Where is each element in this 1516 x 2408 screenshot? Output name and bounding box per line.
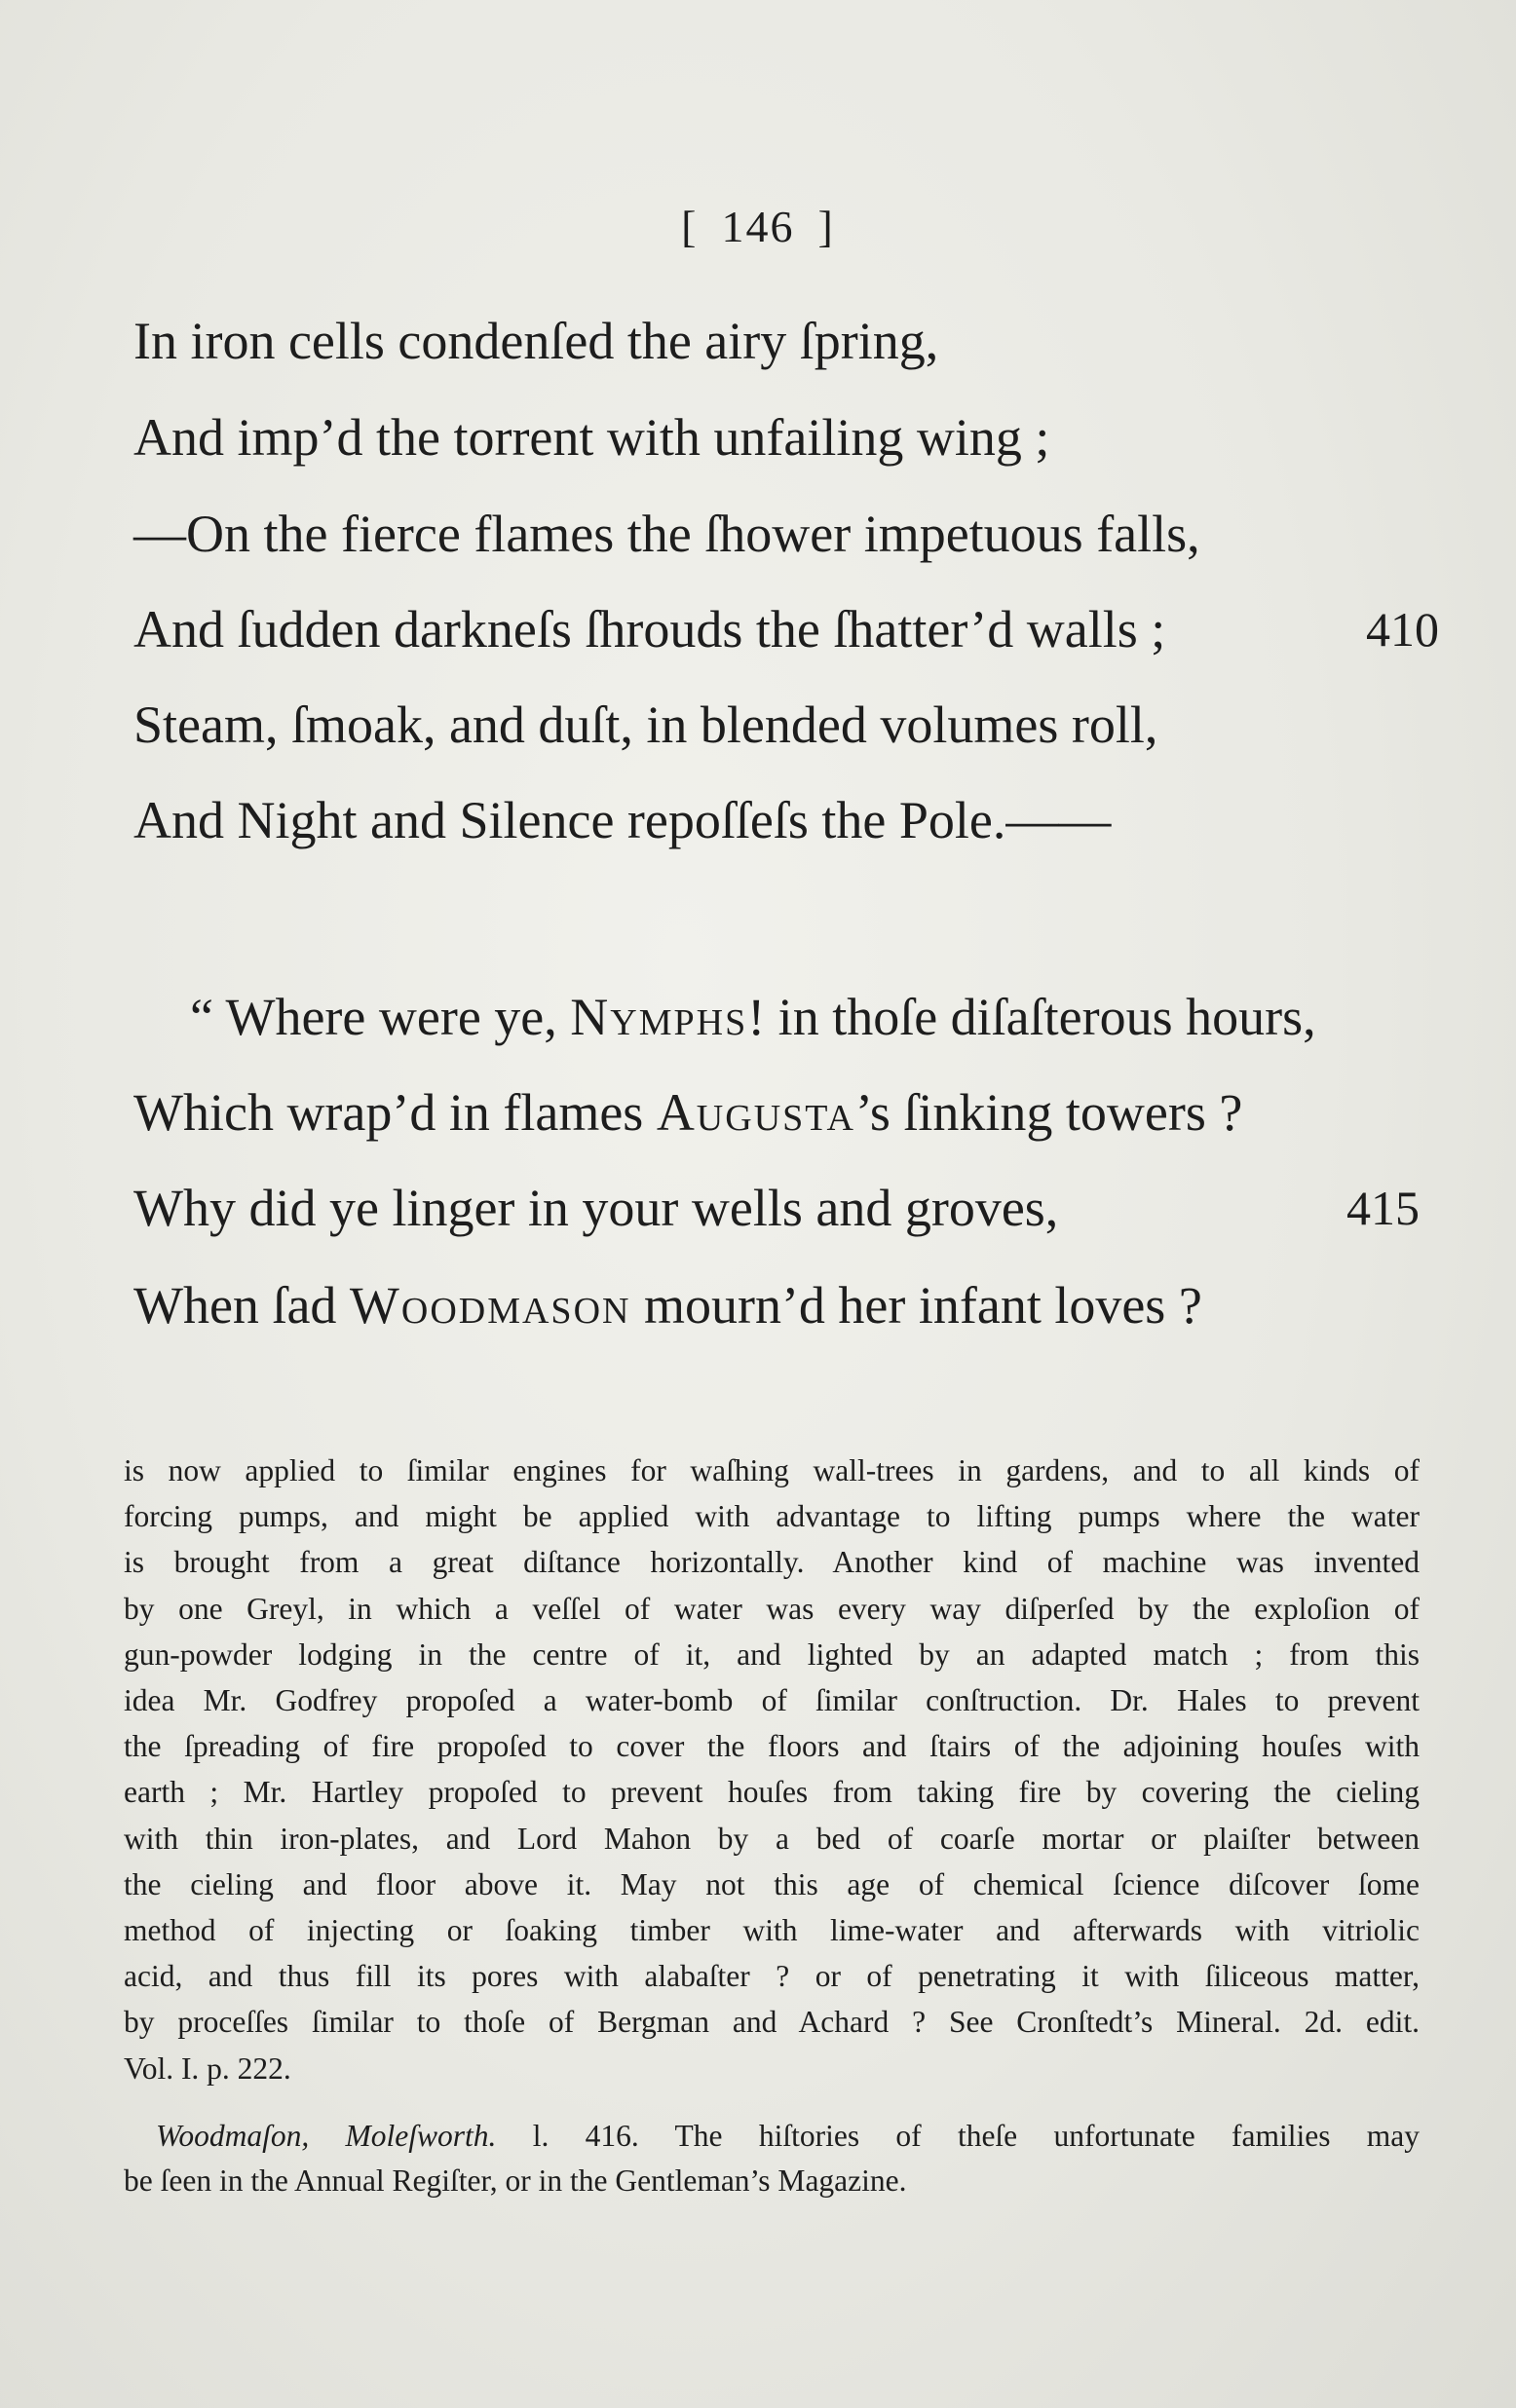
footnote-line: idea Mr. Godfrey propoſed a water-bomb of ſimilar conſtruction. Dr. Hales to prevent [124,1683,1420,1718]
footnote-line: Vol. I. p. 222. [124,2051,291,2086]
footnote-line: is brought from a great diſtance horizontally. Another kind of machine was invented [124,1545,1420,1580]
footnote-line: the cieling and floor above it. May not this age of chemical ſcience diſcover ſome [124,1866,1420,1901]
footnote-line: method of injecting or ſoaking timber with lime-water and afterwards with vitriolic [124,1913,1420,1948]
note-names-italic: Woodmaſon, Moleſworth. [156,2119,497,2153]
verse-line-text: —On the fierce flames the ſhower impetuous falls, [133,505,1200,563]
verse-text-pre: When ſad [133,1276,350,1335]
verse-text-pre: Which wrap’d in flames [133,1083,657,1142]
footnote-line: earth ; Mr. Hartley propoſed to prevent houſes from taking fire by covering the cieling [124,1775,1420,1810]
verse-small-caps: Woodmason [349,1276,631,1335]
verse-line [133,789,1439,851]
verse-line-text: Steam, ſmoak, and duſt, in blended volumes roll, [133,696,1158,754]
second-footnote [124,2114,1421,2203]
header-bracket-close: ] [817,202,835,251]
footnote-line: acid, and thus fill its pores with alabaſter ? or of penetrating it with ſiliceous matter, [124,1959,1420,1994]
verse-line [133,406,1439,469]
verse-line [133,598,1439,660]
footnote-line: is now applied to ſimilar engines for waſhing wall-trees in gardens, and to all kinds of [124,1453,1420,1487]
footnote-line: with thin iron-plates, and Lord Mahon by a bed of coarſe mortar or plaiſter between [124,1821,1420,1856]
verse-line-text: And ſudden darkneſs ſhrouds the ſhatter’d walls ; [133,600,1166,658]
verse-line [190,986,1439,1048]
verse-text-post: ! in thoſe diſaſterous hours, [747,988,1316,1046]
line-number: 410 [1366,602,1439,657]
line-number: 415 [1346,1181,1420,1235]
verse-line-text: In iron cells condenſed the airy ſpring, [133,312,939,370]
header-bracket-open: [ [681,202,699,251]
second-footnote-line [156,2114,1420,2159]
verse-small-caps: Nymphs [570,988,748,1046]
verse-small-caps: Augusta [656,1083,855,1142]
footnote-line: by proceſſes ſimilar to thoſe of Bergman and Achard ? See Cronſtedt’s Mineral. 2d. edit. [124,2005,1420,2040]
verse-text-post: ’s ſinking towers ? [854,1083,1243,1142]
second-footnote-line: be ſeen in the Annual Regiſter, or in the Gentleman’s Magazine. [124,2163,907,2198]
footnote-line: forcing pumps, and might be applied with advantage to lifting pumps where the water [124,1499,1420,1534]
verse-text-post: mourn’d her infant loves ? [630,1276,1202,1335]
note-line-rest: l. 416. The hiſtories of theſe unfortunate families may [496,2119,1421,2153]
verse-line-text: And imp’d the torrent with unfailing wing ; [133,408,1050,467]
verse-line [133,503,1439,565]
verse-line [133,1081,1439,1144]
verse-line-text: And Night and Silence repoſſeſs the Pole.—— [133,791,1112,849]
page-header [0,201,1516,252]
verse-text-pre: “ Where were ye, [190,988,571,1046]
verse-line [133,694,1439,756]
footnote-line: gun-powder lodging in the centre of it, and lighted by an adapted match ; from this [124,1637,1420,1672]
footnote-line: the ſpreading of fire propoſed to cover the floors and ſtairs of the adjoining houſes with [124,1729,1420,1764]
page-number: 146 [721,202,795,251]
footnote [124,1448,1420,2091]
verse-line [133,1274,1439,1336]
footnote-line: by one Greyl, in which a veſſel of water was every way diſperſed by the exploſion of [124,1591,1420,1626]
verse-line [133,310,1439,372]
verse-line-text: Why did ye linger in your wells and groves, [133,1179,1059,1237]
verse-line [133,1177,1420,1239]
